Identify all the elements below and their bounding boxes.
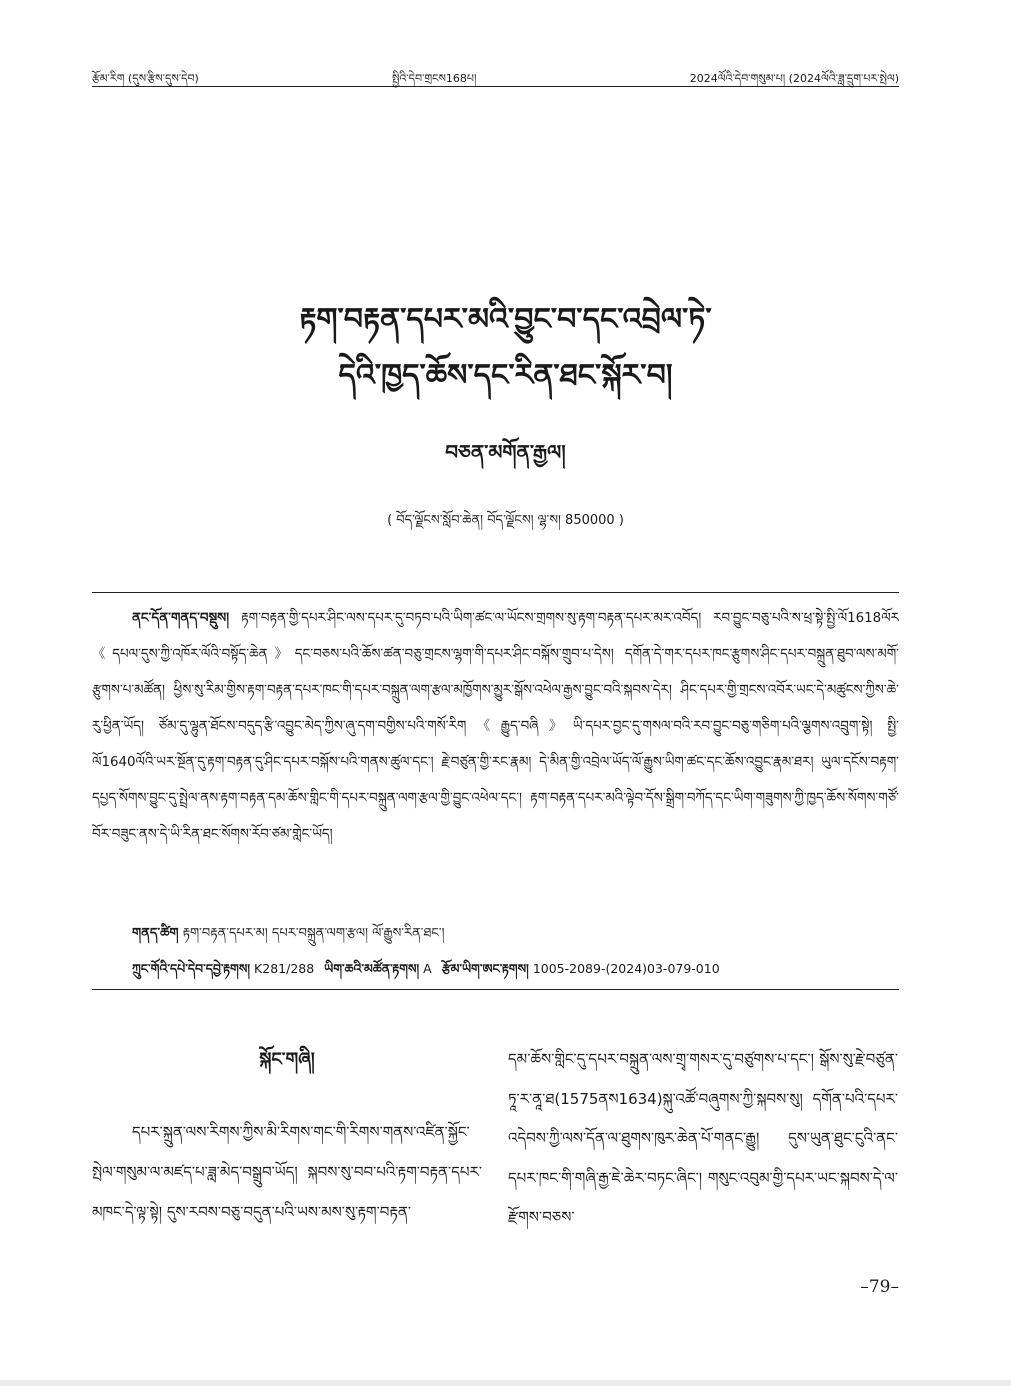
viewer-bottom-strip — [0, 1380, 1011, 1386]
author-name: བཅན་མགོན་རྒྱལ། — [445, 440, 566, 464]
title-line-2: དེའི་ཁྱད་ཆོས་དང་རིན་ཐང་སྐོར་བ། — [338, 358, 673, 393]
clc-label: ཀྲུང་གོའི་དཔེ་དེབ་དབྱེ་རྟགས། — [132, 961, 251, 976]
classification-line — [92, 955, 899, 990]
abstract — [92, 601, 899, 889]
clc-value: K281/288 — [254, 961, 315, 976]
intro-paragraph-left: དཔར་སྐྲུན་ལས་རིགས་ཀྱིས་མི་རིགས་གང་གི་རིགས་གནས་འཛིན་སྐྱོང་སྤེལ་གསུམ་ལ་མཛད་པ་ཟླ་མེད་བསྒྲུབ་ཡོད། སྐབས་སུ་བབ་པའི་རྟག་བརྟན་དཔར་མཁང་དེ་ལྟ་སྟེ། དུས་རབས་བཅུ་བདུན་པའི་ཡས་མས་སུ་རྟག་བརྟན་ — [92, 1123, 482, 1221]
title-line-1: རྟག་བརྟན་དཔར་མའི་བྱུང་བ་དང་འབྲེལ་ཏེ་ — [299, 302, 712, 337]
abstract-label: ནང་དོན་གནད་བསྡུས། — [132, 611, 230, 626]
section-heading: སྐོང་གཞི། — [259, 1049, 315, 1070]
author-affiliation: ( བོད་ལྗོངས་སློབ་ཆེན། བོད་ལྗོངས། ལྷ་ས། 850000 ) — [387, 513, 624, 528]
doc-code-value: A — [423, 961, 432, 976]
keywords-list: རྟག་བརྟན་དཔར་མ། དཔར་བསྐྲུན་ལག་རྩལ། ལོ་རྒྱུས་རིན་ཐང་། — [182, 926, 445, 941]
keywords — [92, 918, 899, 955]
abstract-body: རྟག་བརྟན་གྱི་དཔར་ཤིང་ལས་དཔར་དུ་བཏབ་པའི་ཡིག་ཚང་ལ་ཡོངས་གྲགས་སུ་རྟག་བརྟན་དཔར་མར་འབོད། རབ་བྱུང་བཅུ་པའི་ས་ཕྲ་སྟེ་སྤྱི་ལོ1618ལོར《དཔལ་དུས་ཀྱི་འཁོར་ལོའི་བསྟོད་ཆེན》དང་བཅས་པའི་ཆོས་ཚན་བཅུ་གྲངས་ལྷག་གི་དཔར་ཤིང་བསྐོས་གྲུབ་པ་དེས། དགོན་དེ་གར་དཔར་ཁང་རྩུགས་ཤིང་དཔར་བསྐྲུན་ཐུབ་ལས་མགོ་རྩུགས་པ་མཚོན། ཕྱིས་སུ་རིམ་གྱིས་རྟག་བརྟན་དཔར་ཁང་གི་དཔར་བསྐྲུན་ལག་རྩལ་མཁྱོགས་མྱུར་སྒོས་འཕེལ་རྒྱས་བྱུང་བའི་སྐབས་དེར། ཤིང་དཔར་གྱི་གྲངས་འབོར་ཡང་དེ་མཚུངས་ཀྱིས་ཆེ་རུ་ཕྱིན་ཡོད། ཙོམ་དུ་ལྷུན་ཐོངས་བདུད་རྩི་འབྱུང་མེད་ཀྱིས་ཞུ་དག་བགྱིས་པའི་གསོ་རིག《རྒྱུད་བཞི》ཡི་དཔར་བྱང་དུ་གསལ་བའི་རབ་བྱུང་བཅུ་གཅིག་པའི་ལྕགས་འབྲུག་སྟེ། སྤྱི་ལོ1640ལོའི་ཡར་སྔོན་དུ་རྟག་བརྟན་དུ་ཤིང་དཔར་བསྐོས་པའི་གནས་ཚུལ་དང་། རྗེ་བཙུན་གྱི་རང་རྣམ། དེ་མིན་གྱི་འབྲེལ་ཡོད་ལོ་རྒྱུས་ཡིག་ཚང་དང་ཆོས་འབྱུང་རྣམ་ཐར། ཡུལ་དངོས་བརྟག་དཔྱད་སོགས་བྱུང་དུ་སྤྲེལ་ནས་རྟག་བརྟན་དམ་ཆོས་གླིང་གི་དཔར་བསྐྲུན་ལག་རྩལ་གྱི་བྱུང་འཕེལ་དང་། རྟག་བརྟན་དཔར་མའི་ལྟེབ་དོས་སྒྲིག་བཀོད་དང་ཡིག་གཟུགས་ཀྱི་ཁྱད་ཆོས་སོགས་གཙོ་བོར་བཟུང་ནས་དེ་ཡི་རིན་ཐང་སོགས་རོབ་ཙམ་གླེང་ཡོད། — [92, 611, 899, 842]
article-title — [0, 292, 1011, 404]
article-id-value: 1005-2089-(2024)03-079-010 — [532, 961, 720, 976]
abstract-box — [92, 592, 899, 990]
page-number: –79– — [860, 1277, 899, 1297]
left-column — [92, 1040, 482, 1272]
running-header — [92, 62, 899, 87]
right-column — [508, 1040, 898, 1240]
doc-code-label: ཡིག་ཆའི་མཚོན་རྟགས། — [324, 961, 420, 976]
issue-date: 2024ལོའི་དེབ་གསུམ་པ། (2024ལོའི་ཟླ་དྲུག་པར་སྤེལ) — [689, 72, 899, 85]
article-id-label: རྩོམ་ཡིག་ཨང་རྟགས། — [441, 961, 529, 976]
intro-paragraph-right: དམ་ཆོས་གླིང་དུ་དཔར་བསྐྲུན་ལས་གྲྭ་གསར་དུ་བཙུགས་པ་དང་། སྒོས་སུ་རྗེ་བཙུན་ཏཱ་ར་ནཱ་ཐ(1575ནས1634)སྐུ་འཚོ་བཞུགས་ཀྱི་སྐབས་སུ། དགོན་པའི་དཔར་འདེབས་ཀྱི་ལས་དོན་ལ་ཐུགས་ཁུར་ཆེན་པོ་གནང་རྒྱུ། དུས་ཡུན་ཐུང་ངུའི་ནང་དཔར་ཁང་གི་གཞི་རྒྱ་ཇེ་ཆེར་བཏང་ཞིང་། གསུང་འབུམ་གྱི་དཔར་ཡང་སྐབས་དེ་ལ་རྫོགས་བཅས་ — [508, 1050, 898, 1226]
journal-name: རྩོམ་རིག (དུས་རྩིས་དུས་དེབ) — [92, 72, 199, 85]
keywords-label: གནད་ཚིག — [132, 926, 179, 941]
issue-number: སྤྱིའི་དེབ་གྲངས168པ། — [392, 72, 477, 85]
